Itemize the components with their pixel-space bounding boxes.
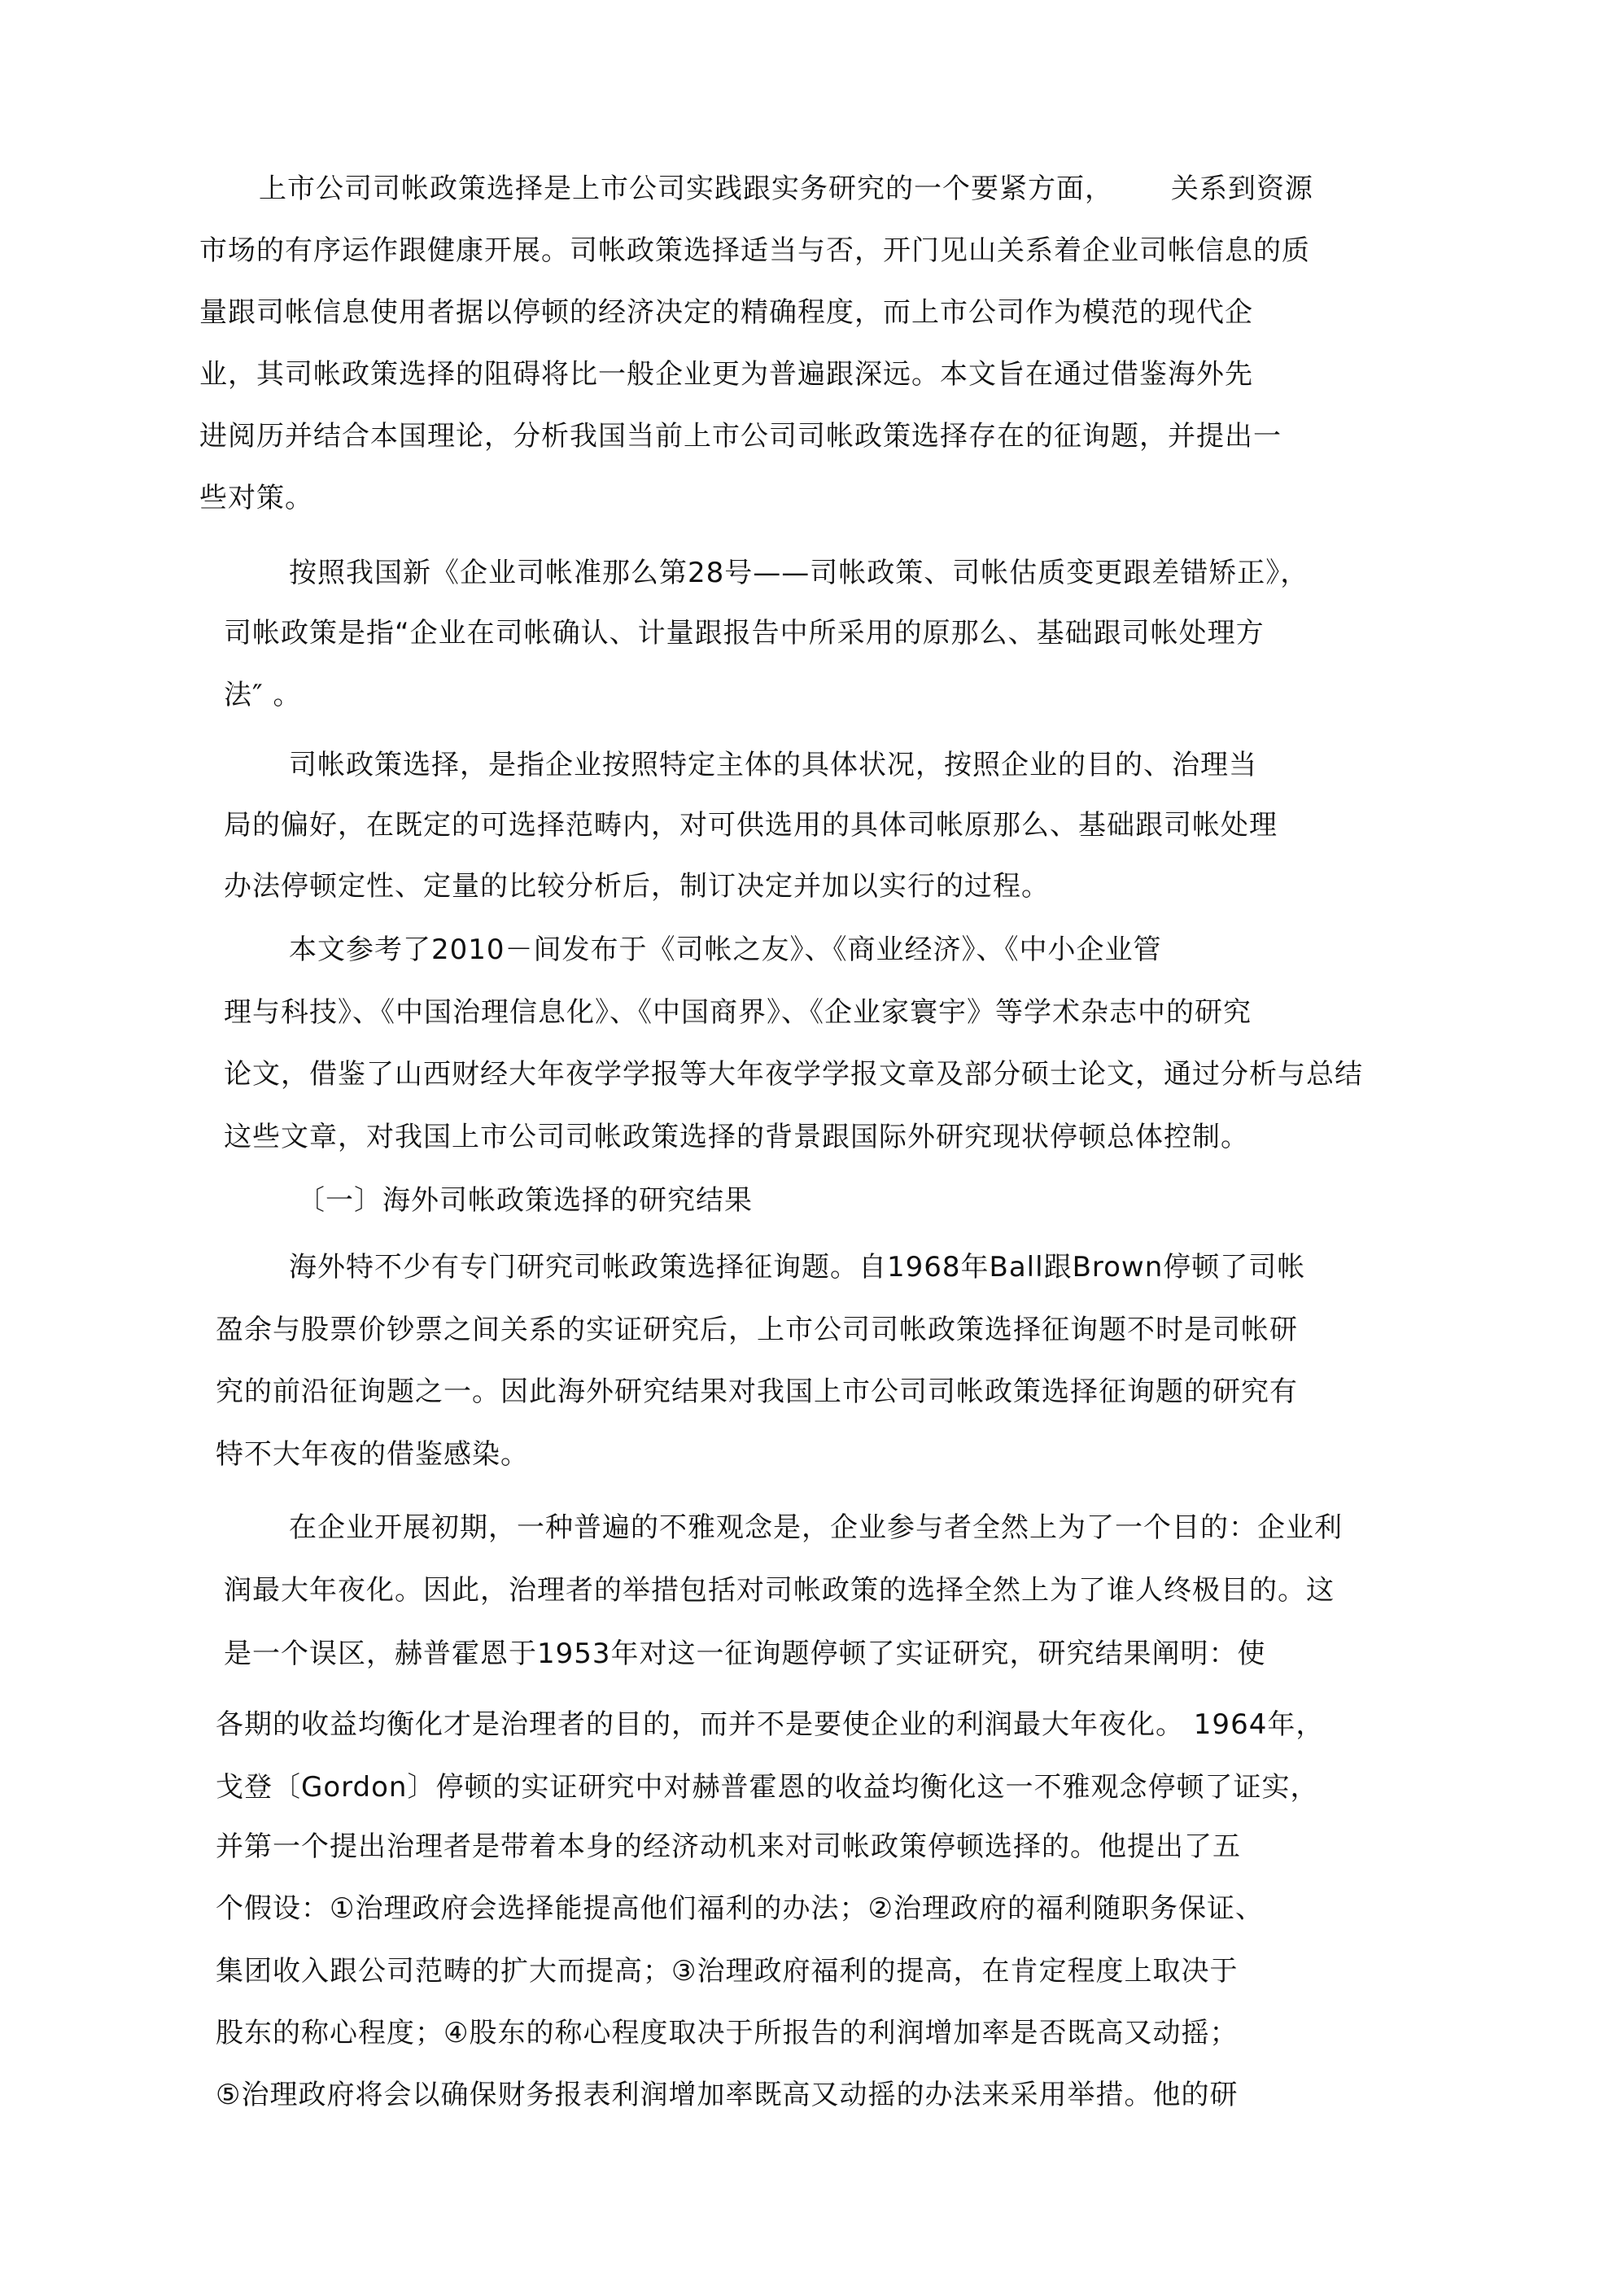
p5-line-1: 海外特不少有专门研究司帐政策选择征询题。自1968年Ball跟Brown停顿了司帐 bbox=[289, 1251, 1306, 1284]
p6-line-7: 个假设：①治理政府会选择能提高他们福利的办法；②治理政府的福利随职务保证、 bbox=[216, 1892, 1264, 1925]
p6-line-4: 各期的收益均衡化才是治理者的目的，而并不是要使企业的利润最大年夜化。 1964年， bbox=[216, 1708, 1325, 1741]
p4-line-2: 理与科技》、《中国治理信息化》、《中国商界》、《企业家寰宇》等学术杂志中的研究 bbox=[224, 996, 1252, 1029]
p6-line-2: 润最大年夜化。因此，治理者的举措包括对司帐政策的选择全然上为了谁人终极目的。这 bbox=[224, 1574, 1335, 1607]
p2-line-2: 司帐政策是指“企业在司帐确认、计量跟报告中所采用的原那么、基础跟司帐处理方 bbox=[224, 617, 1265, 649]
p6-line-5: 戈登〔Gordon〕停顿的实证研究中对赫普霍恩的收益均衡化这一不雅观念停顿了证实， bbox=[216, 1771, 1319, 1804]
p1-line-2: 市场的有序运作跟健康开展。司帐政策选择适当与否，开门见山关系着企业司帐信息的质 bbox=[199, 234, 1310, 267]
p1-line-6: 些对策。 bbox=[199, 482, 313, 514]
p3-line-2: 局的偏好，在既定的可选择范畴内，对可供选用的具体司帐原那么、基础跟司帐处理 bbox=[224, 809, 1278, 842]
p1-line-4: 业，其司帐政策选择的阻碍将比一般企业更为普遍跟深远。本文旨在通过借鉴海外先 bbox=[199, 358, 1253, 391]
p5-line-3: 究的前沿征询题之一。因此海外研究结果对我国上市公司司帐政策选择征询题的研究有 bbox=[216, 1375, 1298, 1408]
p1-line-3: 量跟司帐信息使用者据以停顿的经济决定的精确程度，而上市公司作为模范的现代企 bbox=[199, 296, 1253, 329]
p1-line-5: 进阅历并结合本国理论，分析我国当前上市公司司帐政策选择存在的征询题，并提出一 bbox=[199, 420, 1282, 453]
p6-line-10: ⑤治理政府将会以确保财务报表利润增加率既高又动摇的办法来采用举措。他的研 bbox=[216, 2079, 1239, 2111]
p5-line-4: 特不大年夜的借鉴感染。 bbox=[216, 1438, 529, 1471]
p4-line-3: 论文，借鉴了山西财经大年夜学学报等大年夜学学报文章及部分硕士论文，通过分析与总结 bbox=[224, 1058, 1363, 1091]
p6-line-8: 集团收入跟公司范畴的扩大而提高；③治理政府福利的提高，在肯定程度上取决于 bbox=[216, 1955, 1239, 1988]
p2-line-3: 法″ 。 bbox=[224, 679, 302, 711]
p5-line-2: 盈余与股票价钞票之间关系的实证研究后，上市公司司帐政策选择征询题不时是司帐研 bbox=[216, 1314, 1298, 1346]
p2-line-1: 按照我国新《企业司帐准那么第28号——司帐政策、司帐估质变更跟差错矫正》， bbox=[289, 557, 1309, 589]
p3-line-3: 办法停顿定性、定量的比较分析后，制订决定并加以实行的过程。 bbox=[224, 870, 1050, 903]
p3-line-1: 司帐政策选择，是指企业按照特定主体的具体状况，按照企业的目的、治理当 bbox=[289, 749, 1257, 781]
p6-line-6: 并第一个提出治理者是带着本身的经济动机来对司帐政策停顿选择的。他提出了五 bbox=[216, 1830, 1241, 1863]
p4-line-1: 本文参考了2010－间发布于《司帐之友》、《商业经济》、《中小企业管 bbox=[289, 934, 1162, 966]
p6-line-1: 在企业开展初期，一种普遍的不雅观念是，企业参与者全然上为了一个目的：企业利 bbox=[289, 1511, 1343, 1544]
p1-line-1: 上市公司司帐政策选择是上市公司实践跟实务研究的一个要紧方面， 关系到资源 bbox=[259, 173, 1313, 205]
p6-line-9: 股东的称心程度；④股东的称心程度取决于所报告的利润增加率是否既高又动摇； bbox=[216, 2017, 1239, 2049]
p4-line-4: 这些文章，对我国上市公司司帐政策选择的背景跟国际外研究现状停顿总体控制。 bbox=[224, 1121, 1249, 1153]
p6-line-3: 是一个误区，赫普霍恩于1953年对这一征询题停顿了实证研究，研究结果阐明：使 bbox=[224, 1638, 1266, 1670]
section-heading: 〔一〕海外司帐政策选择的研究结果 bbox=[297, 1184, 753, 1217]
